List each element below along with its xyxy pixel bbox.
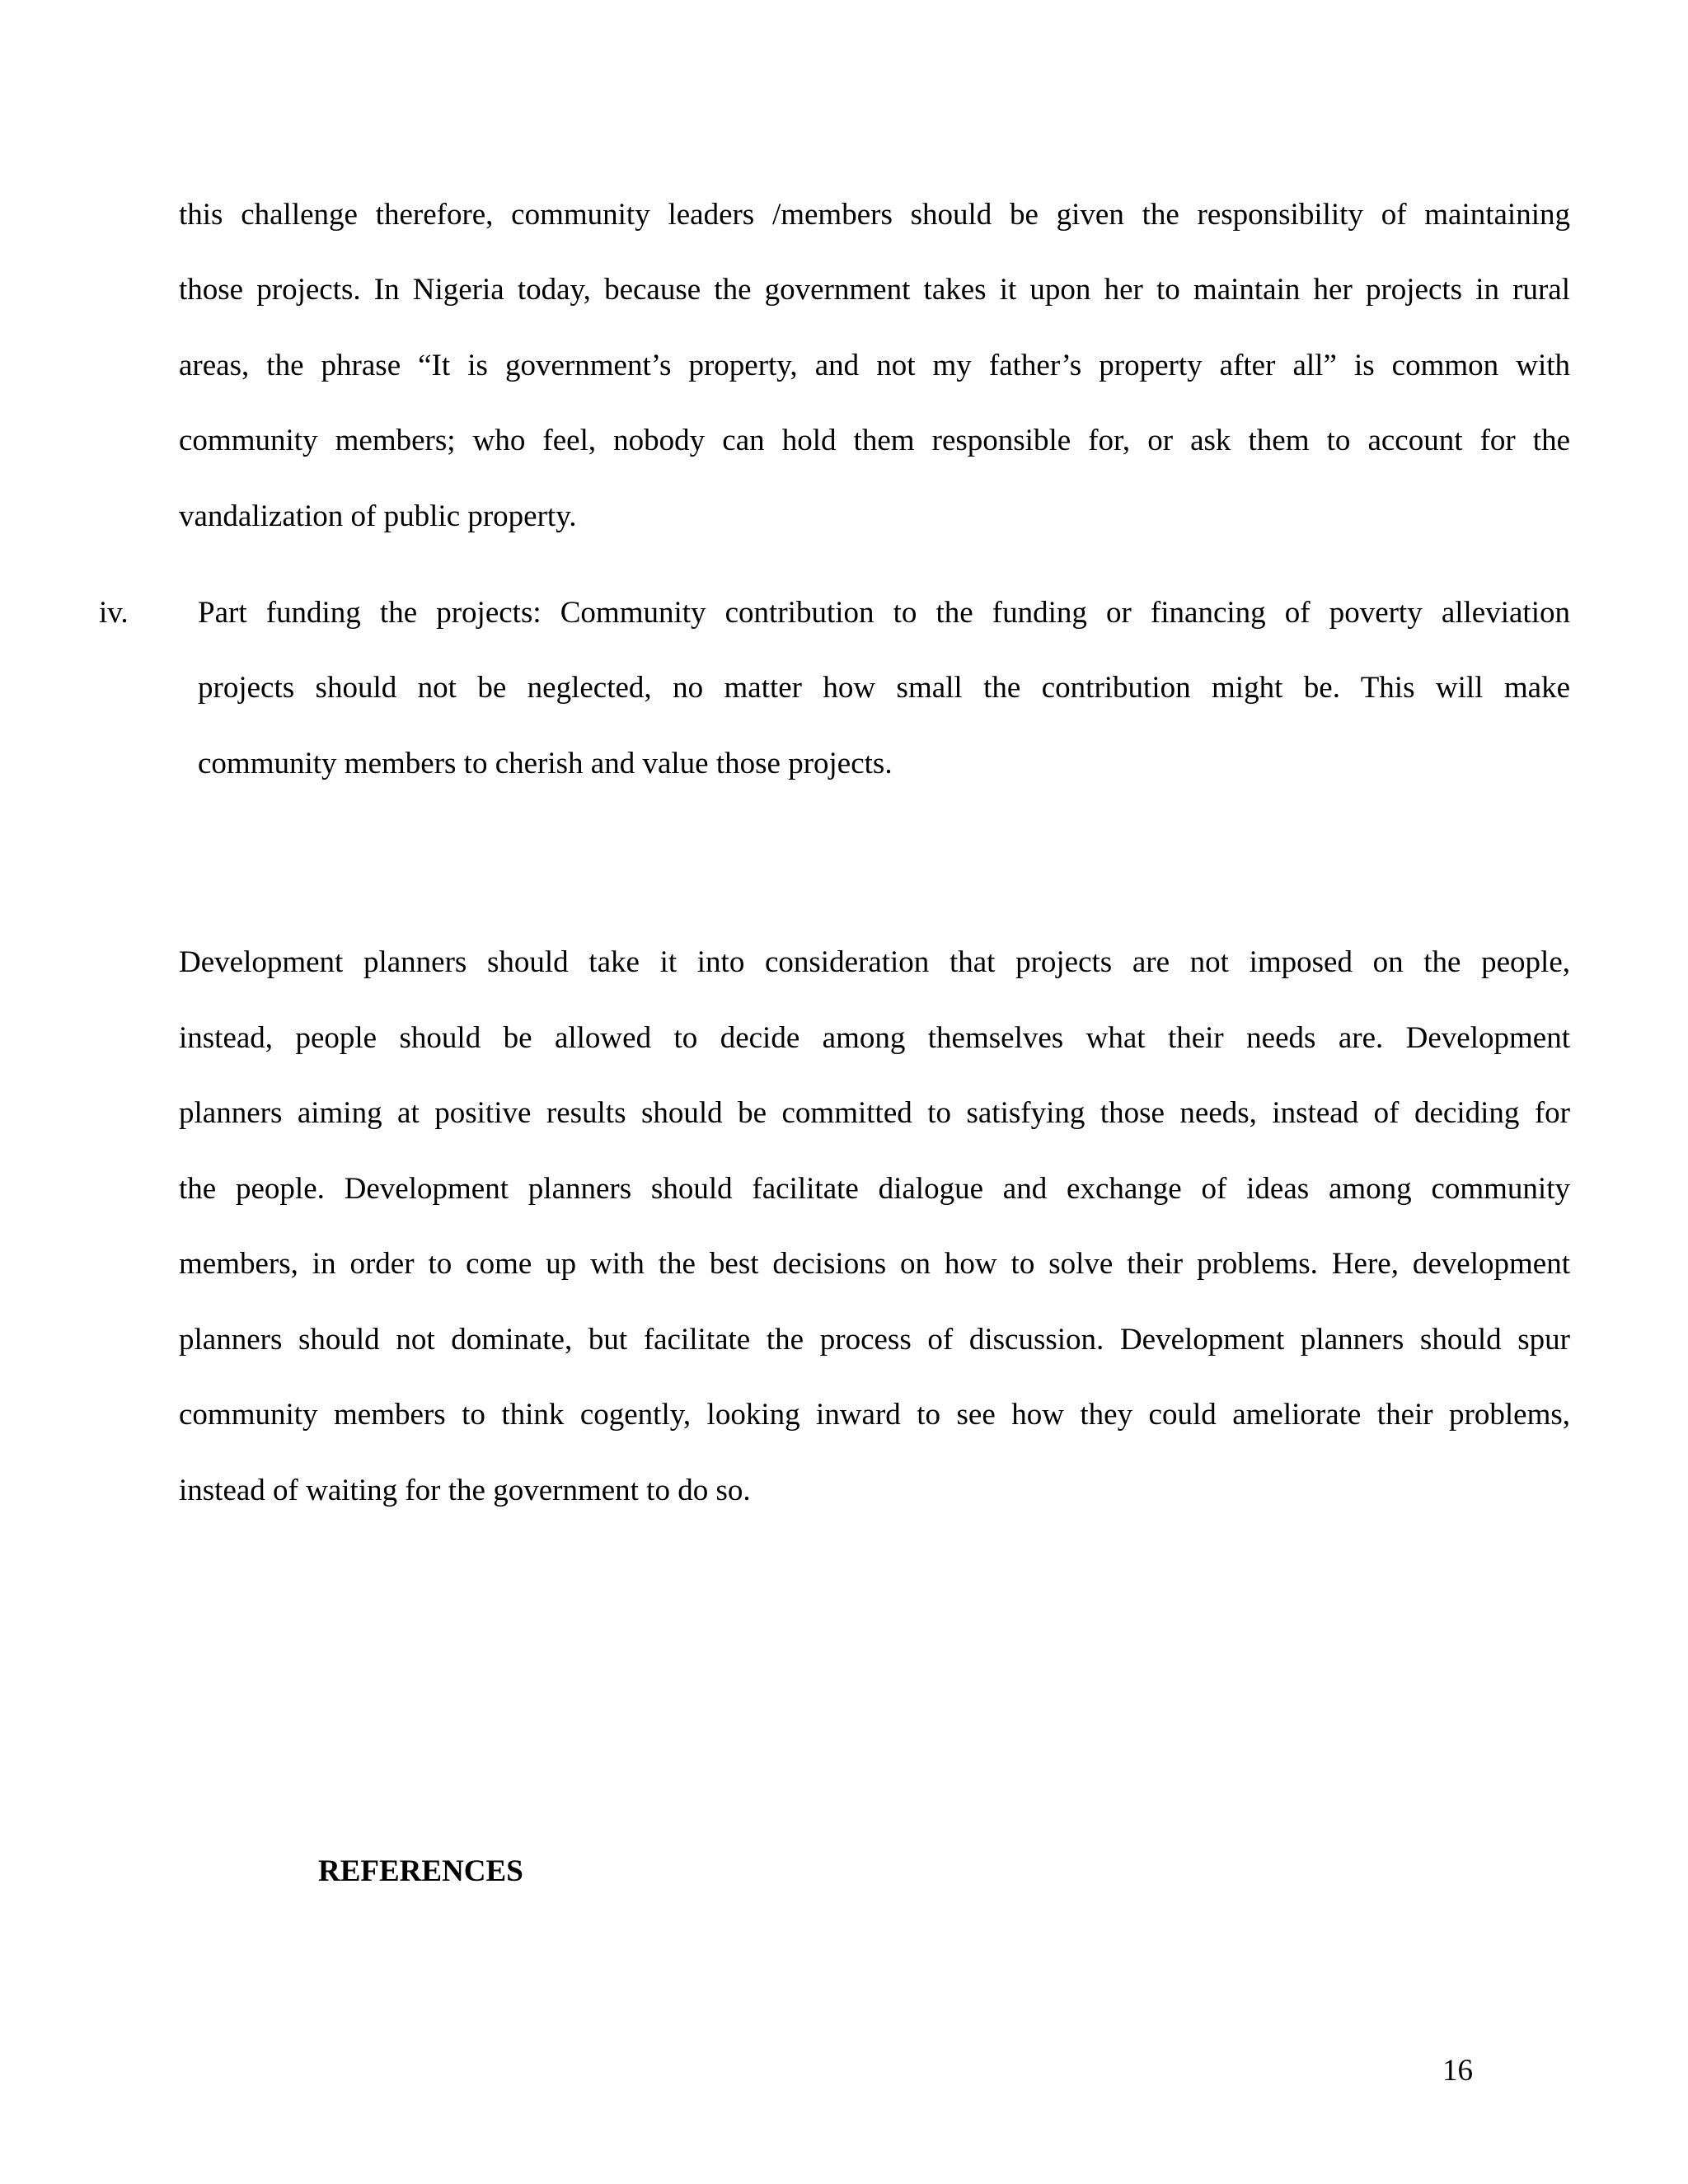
page-number: 16 [1442, 2054, 1473, 2088]
paragraph-line: the people. Development planners should facilitate dialogue and exchange of ideas among community [179, 1172, 1570, 1206]
paragraph-line: instead, people should be allowed to decide among themselves what their needs are. Development [179, 1021, 1570, 1055]
paragraph-line: planners should not dominate, but facilitate the process of discussion. Development planners should spur [179, 1323, 1570, 1357]
paragraph-line: vandalization of public property. [179, 499, 577, 533]
paragraph-line: community members to think cogently, looking inward to see how they could ameliorate their problems, [179, 1398, 1570, 1432]
paragraph-line: Development planners should take it into consideration that projects are not imposed on the people, [179, 945, 1570, 979]
paragraph-line: areas, the phrase “It is government’s property, and not my father’s property after all” is common with [179, 349, 1570, 382]
list-marker: iv. [99, 596, 129, 630]
paragraph-line: community members; who feel, nobody can hold them responsible for, or ask them to account for the [179, 424, 1570, 457]
references-heading: REFERENCES [318, 1854, 523, 1888]
list-item-line: Part funding the projects: Community contribution to the funding or financing of poverty alleviation [198, 596, 1570, 630]
list-item-line: community members to cherish and value those projects. [198, 747, 893, 780]
paragraph-line: instead of waiting for the government to do so. [179, 1474, 751, 1507]
list-item-line: projects should not be neglected, no matter how small the contribution might be. This will make [198, 671, 1570, 705]
paragraph-line: this challenge therefore, community leaders /members should be given the responsibility of maintaining [179, 198, 1570, 232]
paragraph-line: those projects. In Nigeria today, because the government takes it upon her to maintain her projects in rural [179, 273, 1570, 307]
paragraph-line: planners aiming at positive results should be committed to satisfying those needs, instead of deciding for [179, 1096, 1570, 1130]
paragraph-line: members, in order to come up with the best decisions on how to solve their problems. Here, development [179, 1247, 1570, 1281]
